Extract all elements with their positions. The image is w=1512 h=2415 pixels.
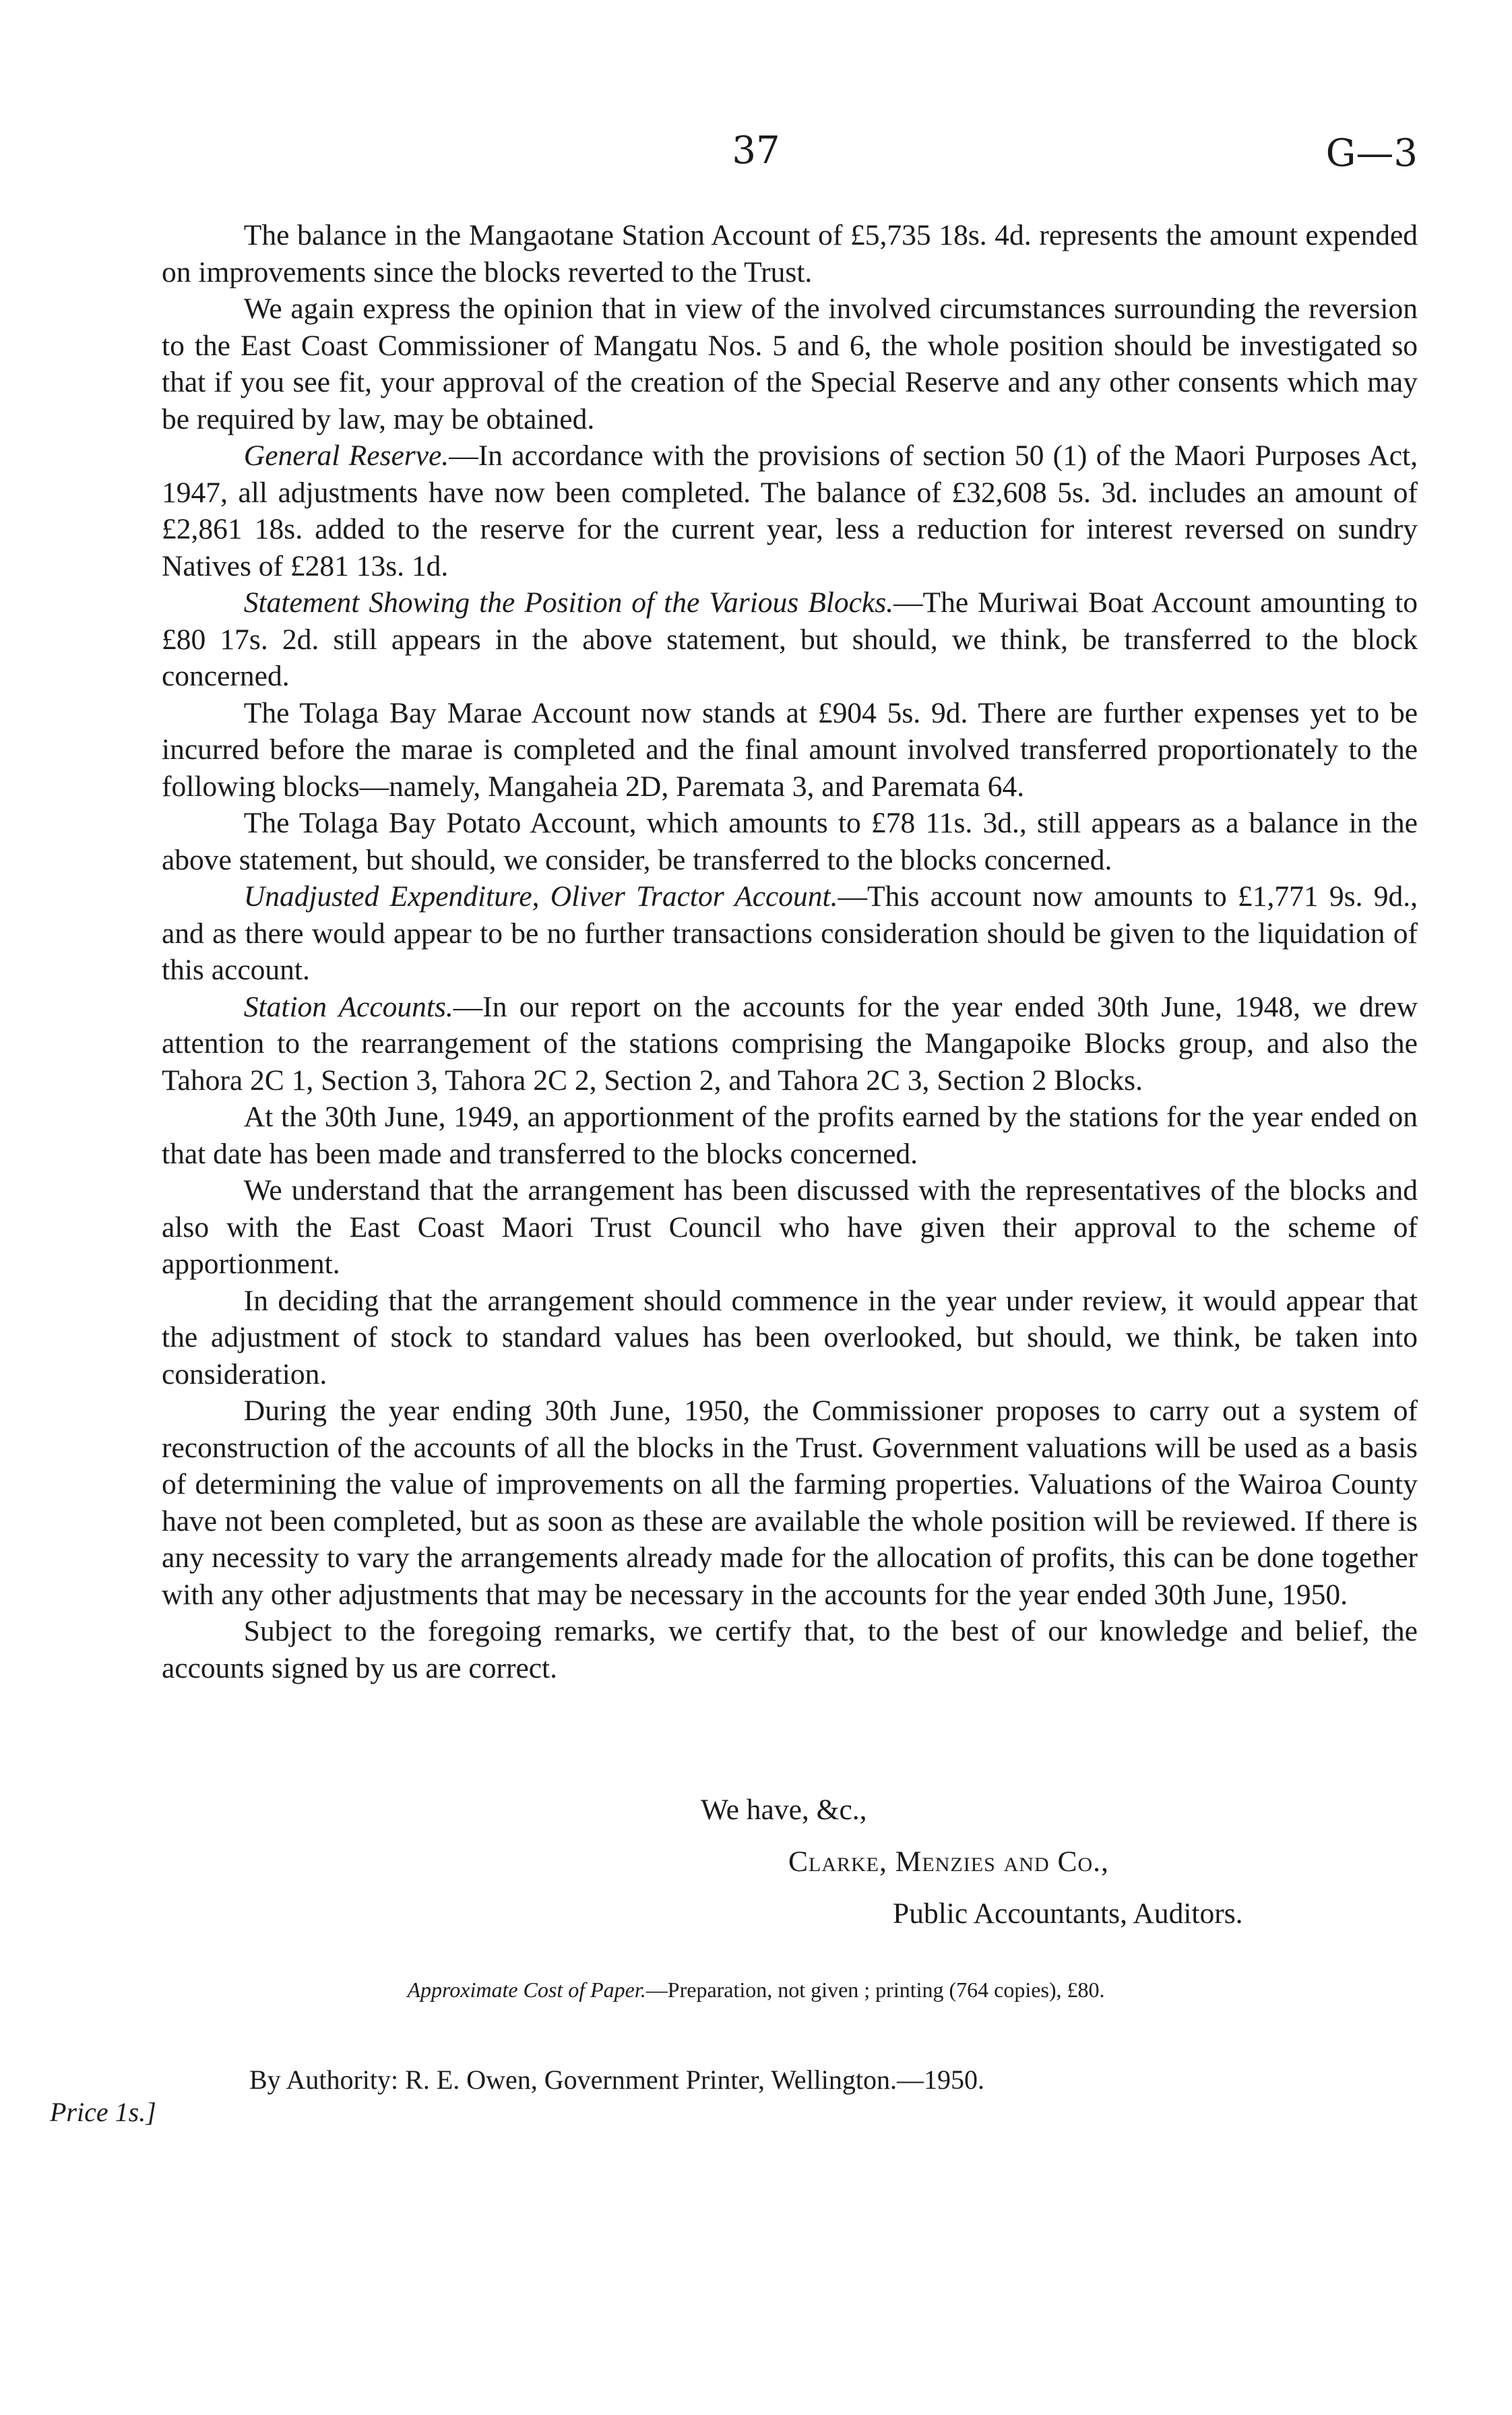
closing-salutation: We have, &c., bbox=[701, 1794, 867, 1826]
paragraph-heading: General Reserve. bbox=[243, 439, 449, 472]
paragraph: Unadjusted Expenditure, Oliver Tractor Account.—This account now amounts to £1,771 9s. 9d., and as there would appear to be no further transactions consideration should be given to the liquidation of this account. bbox=[162, 880, 1418, 986]
printer-authority: By Authority: R. E. Owen, Government Printer, Wellington.—1950. bbox=[249, 2065, 985, 2095]
cost-text: —Preparation, not given ; printing (764 copies), £80. bbox=[645, 1978, 1105, 2002]
cost-of-paper-note bbox=[0, 1976, 1512, 2003]
paragraph: Statement Showing the Position of the Various Blocks.—The Muriwai Boat Account amounting to £80 17s. 2d. still appears in the above statement, but should, we think, be transferred to the block concerned. bbox=[162, 586, 1418, 692]
paragraph: We again express the opinion that in view of the involved circumstances surrounding the reversion to the East Coast Commissioner of Mangatu Nos. 5 and 6, the whole position should be investigated so that if you see fit, your approval of the creation of the Special Reserve and any other consents which may be required by law, may be obtained. bbox=[162, 293, 1418, 435]
document-code: G—3 bbox=[1325, 131, 1418, 175]
paragraph: At the 30th June, 1949, an apportionment of the profits earned by the stations for the year ended on that date has been made and transferred to the blocks concerned. bbox=[162, 1101, 1418, 1170]
paragraph: The Tolaga Bay Potato Account, which amounts to £78 11s. 3d., still appears as a balance in the above statement, but should, we consider, be transferred to the blocks concerned. bbox=[162, 807, 1418, 876]
paragraph: In deciding that the arrangement should commence in the year under review, it would appear that the adjustment of stock to standard values has been overlooked, but should, we think, be taken into consideration. bbox=[162, 1284, 1418, 1390]
paragraph: During the year ending 30th June, 1950, the Commissioner proposes to carry out a system of reconstruction of the accounts of all the blocks in the Trust. Government valuations will be used as a basis of determining the value of improvements on all the farming properties. Valuations of the Wairoa County have not been completed, but as soon as these are available the whole position will be reviewed. If there is any necessity to vary the arrangements already made for the allocation of profits, this can be done together with any other adjustments that may be necessary in the accounts for the year ended 30th June, 1950. bbox=[162, 1395, 1418, 1611]
paragraph: Subject to the foregoing remarks, we certify that, to the best of our knowledge and belief, the accounts signed by us are correct. bbox=[162, 1615, 1418, 1684]
paragraph-heading: Station Accounts. bbox=[243, 990, 453, 1023]
paragraph: The Tolaga Bay Marae Account now stands at £904 5s. 9d. There are further expenses yet to be incurred before the marae is completed and the final amount involved transferred proportionately to the following blocks—namely, Mangaheia 2D, Paremata 3, and Paremata 64. bbox=[162, 696, 1418, 803]
page-number: 37 bbox=[732, 129, 780, 173]
paragraph: Station Accounts.—In our report on the accounts for the year ended 30th June, 1948, we drew attention to the rearrangement of the stations comprising the Mangapoike Blocks group, and also the Tahora 2C 1, Section 3, Tahora 2C 2, Section 2, and Tahora 2C 3, Section 2 Blocks. bbox=[162, 990, 1418, 1097]
paragraph-heading: Unadjusted Expenditure, Oliver Tractor Account. bbox=[243, 880, 838, 913]
report-body bbox=[162, 217, 1418, 1686]
cost-label: Approximate Cost of Paper. bbox=[407, 1978, 646, 2002]
price: Price 1s.] bbox=[50, 2097, 156, 2127]
paragraph-heading: Statement Showing the Position of the Various Blocks. bbox=[243, 586, 894, 619]
firm-name: Clarke, Menzies and Co., bbox=[788, 1845, 1109, 1878]
paragraph: General Reserve.—In accordance with the provisions of section 50 (1) of the Maori Purposes Act, 1947, all adjustments have now been completed. The balance of £32,608 5s. 3d. includes an amount of £2,861 18s. added to the reserve for the current year, less a reduction for interest reversed on sundry Natives of £281 13s. 1d. bbox=[162, 439, 1418, 582]
paragraph: We understand that the arrangement has been discussed with the representatives of the blocks and also with the East Coast Maori Trust Council who have given their approval to the scheme of apportionment. bbox=[162, 1174, 1418, 1280]
firm-title: Public Accountants, Auditors. bbox=[893, 1897, 1243, 1930]
paragraph: The balance in the Mangaotane Station Account of £5,735 18s. 4d. represents the amount expended on improvements since the blocks reverted to the Trust. bbox=[162, 219, 1418, 288]
